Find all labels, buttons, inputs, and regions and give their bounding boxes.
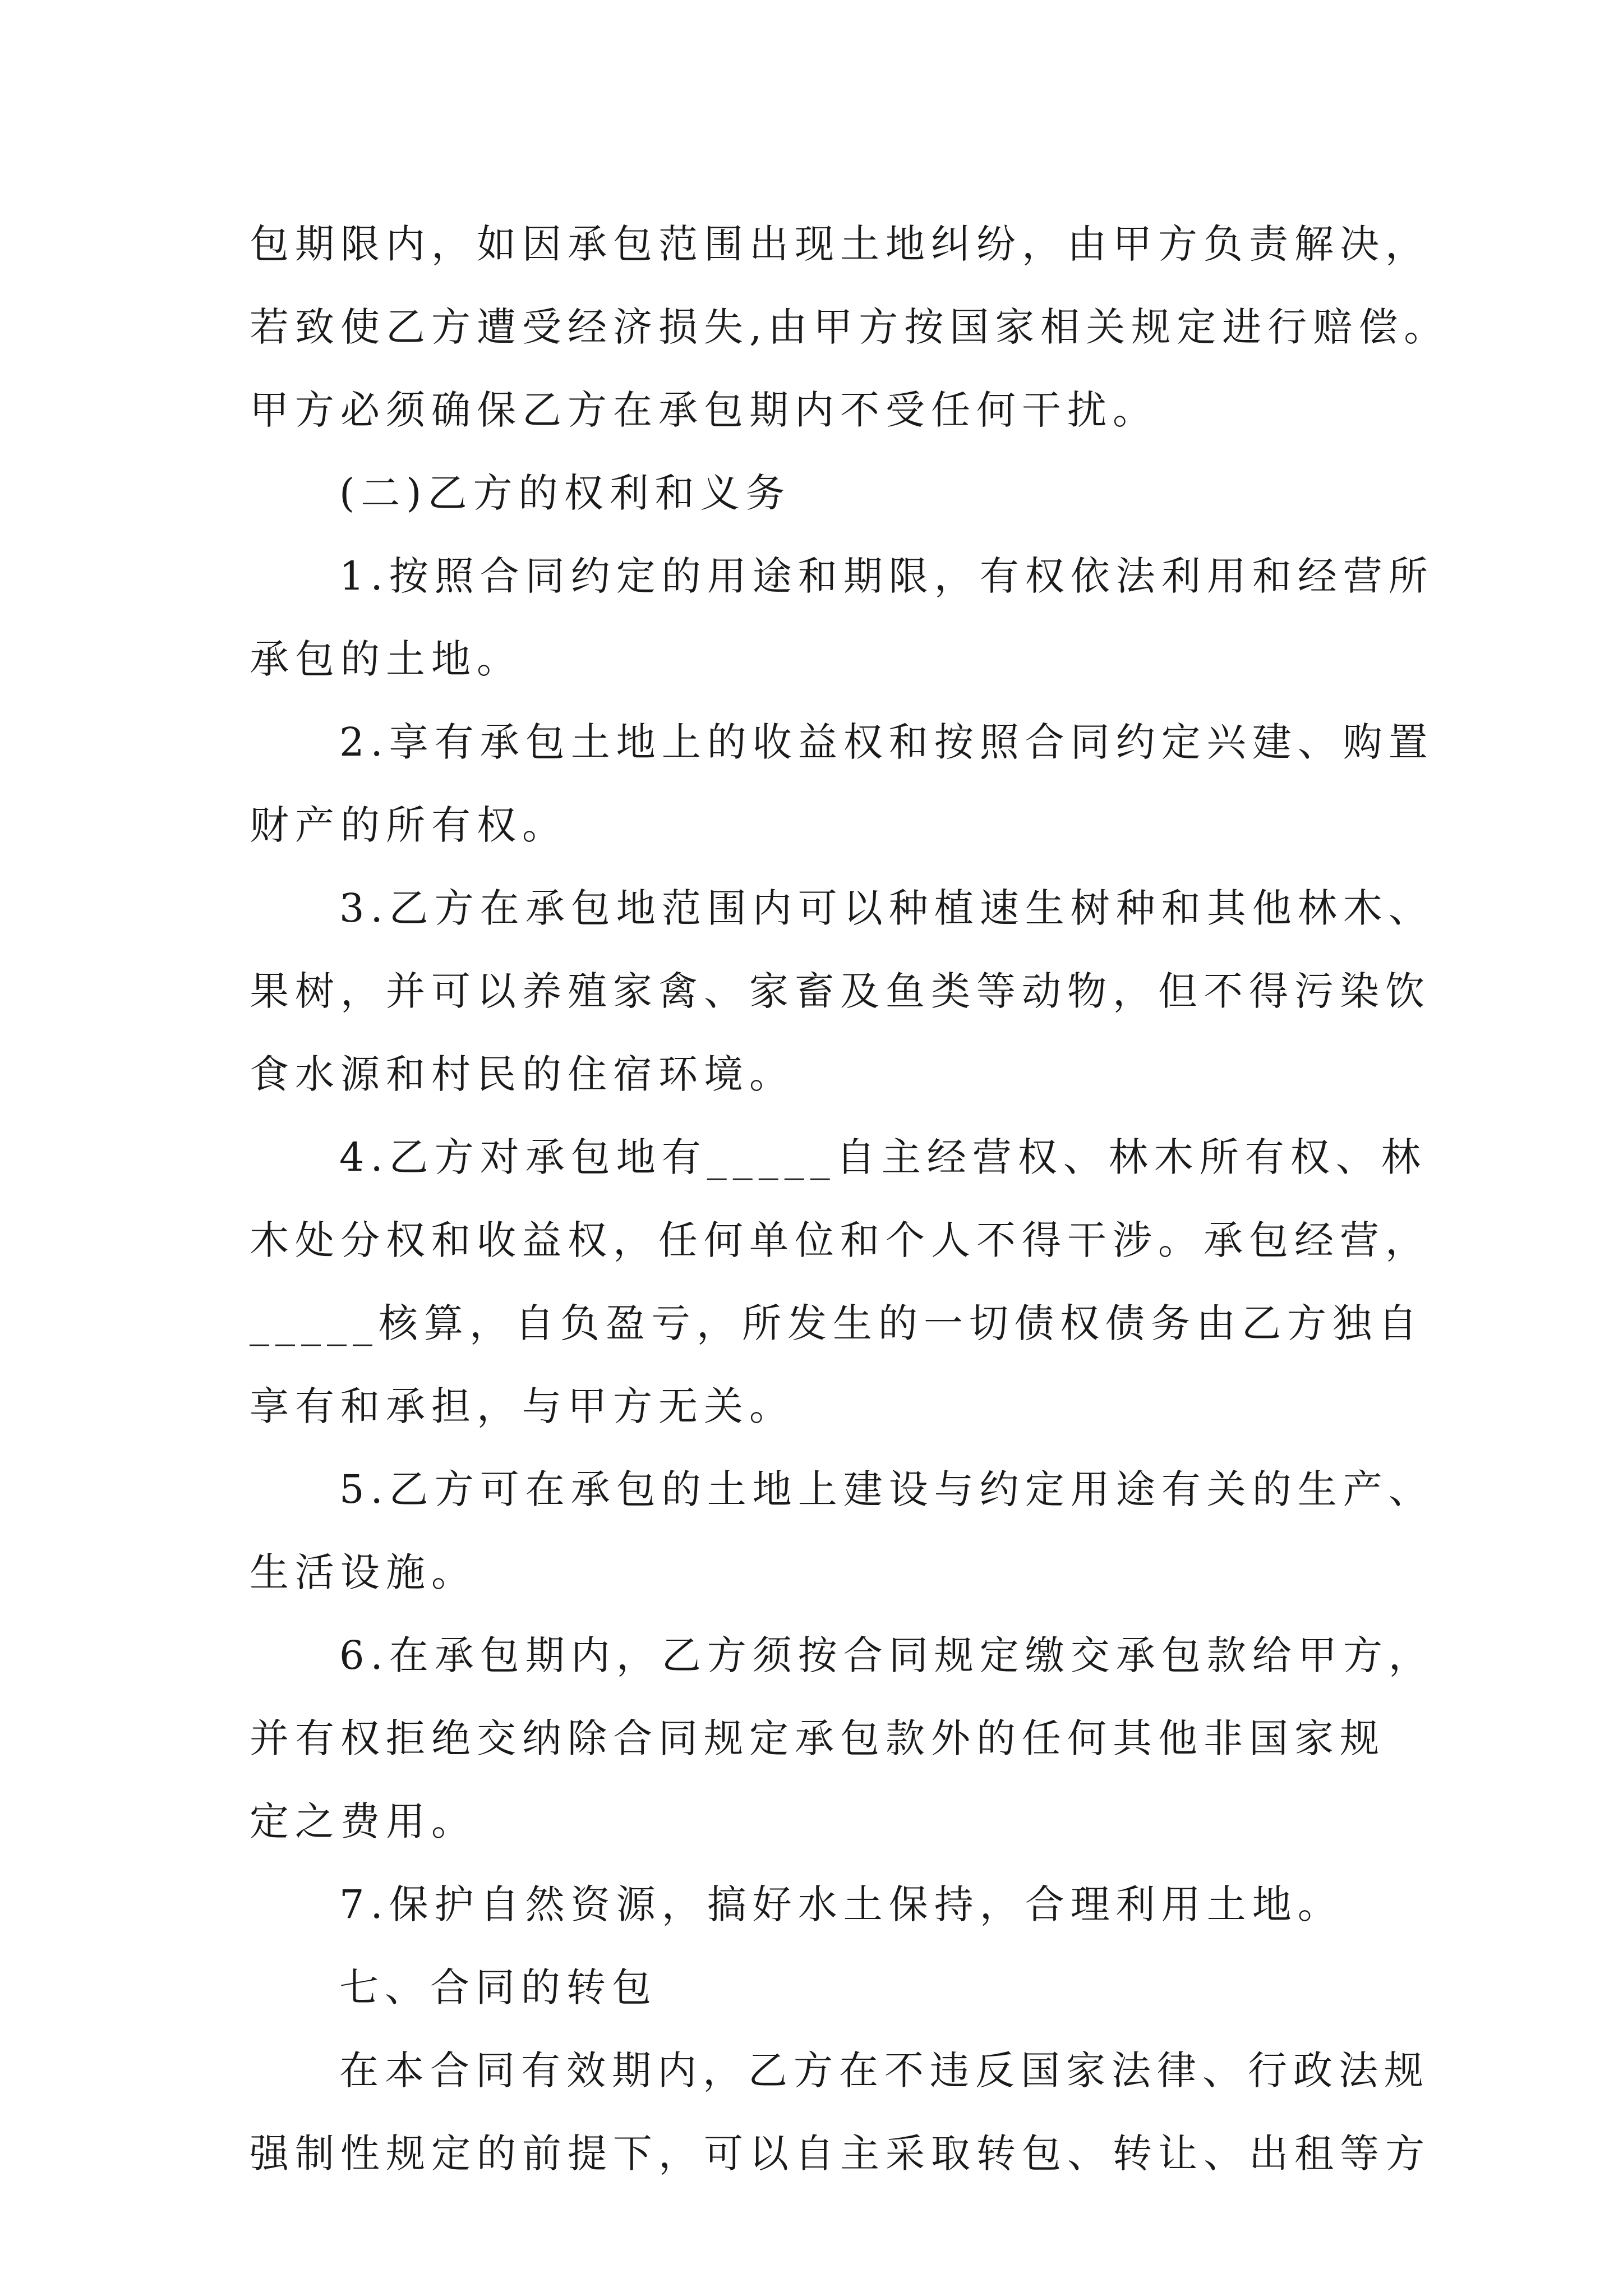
text-line: 若致使乙方遭受经济损失,由甲方按国家相关规定进行赔偿。 (250, 304, 1450, 350)
text-line: 2.享有承包土地上的收益权和按照合同约定兴建、购置 (339, 719, 1434, 765)
text-line: 享有和承担，与甲方无关。 (250, 1383, 795, 1429)
text-line: 食水源和村民的住宿环境。 (250, 1051, 795, 1097)
section-heading: (二)乙方的权利和义务 (339, 470, 791, 516)
text-line: 并有权拒绝交纳除合同规定承包款外的任何其他非国家规 (250, 1715, 1385, 1761)
text-line: 强制性规定的前提下，可以自主采取转包、转让、出租等方 (250, 2131, 1431, 2177)
text-line: 承包的土地。 (250, 636, 522, 682)
text-line: 财产的所有权。 (250, 802, 568, 848)
text-line: 果树，并可以养殖家禽、家畜及鱼类等动物，但不得污染饮 (250, 968, 1431, 1014)
text-line: 甲方必须确保乙方在承包期内不受任何干扰。 (250, 387, 1158, 433)
text-line: 4.乙方对承包地有_____自主经营权、林木所有权、林 (339, 1134, 1427, 1180)
text-line: 包期限内，如因承包范围出现土地纠纷，由甲方负责解决， (250, 221, 1431, 267)
text-line: 1.按照合同约定的用途和期限，有权依法利用和经营所 (339, 553, 1434, 599)
text-line: 7.保护自然资源，搞好水土保持，合理利用土地。 (339, 1881, 1343, 1927)
text-line: 6.在承包期内，乙方须按合同规定缴交承包款给甲方， (339, 1632, 1434, 1678)
text-line: 生活设施。 (250, 1549, 477, 1595)
section-heading: 七、合同的转包 (339, 1964, 657, 2010)
text-line: 定之费用。 (250, 1798, 477, 1844)
text-line: 在本合同有效期内，乙方在不违反国家法律、行政法规 (339, 2047, 1430, 2093)
text-line: 3.乙方在承包地范围内可以种植速生树种和其他林木、 (339, 885, 1434, 931)
text-line: _____核算，自负盈亏，所发生的一切债权债务由乙方独自 (250, 1300, 1423, 1346)
text-line: 5.乙方可在承包的土地上建设与约定用途有关的生产、 (339, 1466, 1434, 1512)
text-line: 木处分权和收益权，任何单位和个人不得干涉。承包经营， (250, 1217, 1431, 1263)
